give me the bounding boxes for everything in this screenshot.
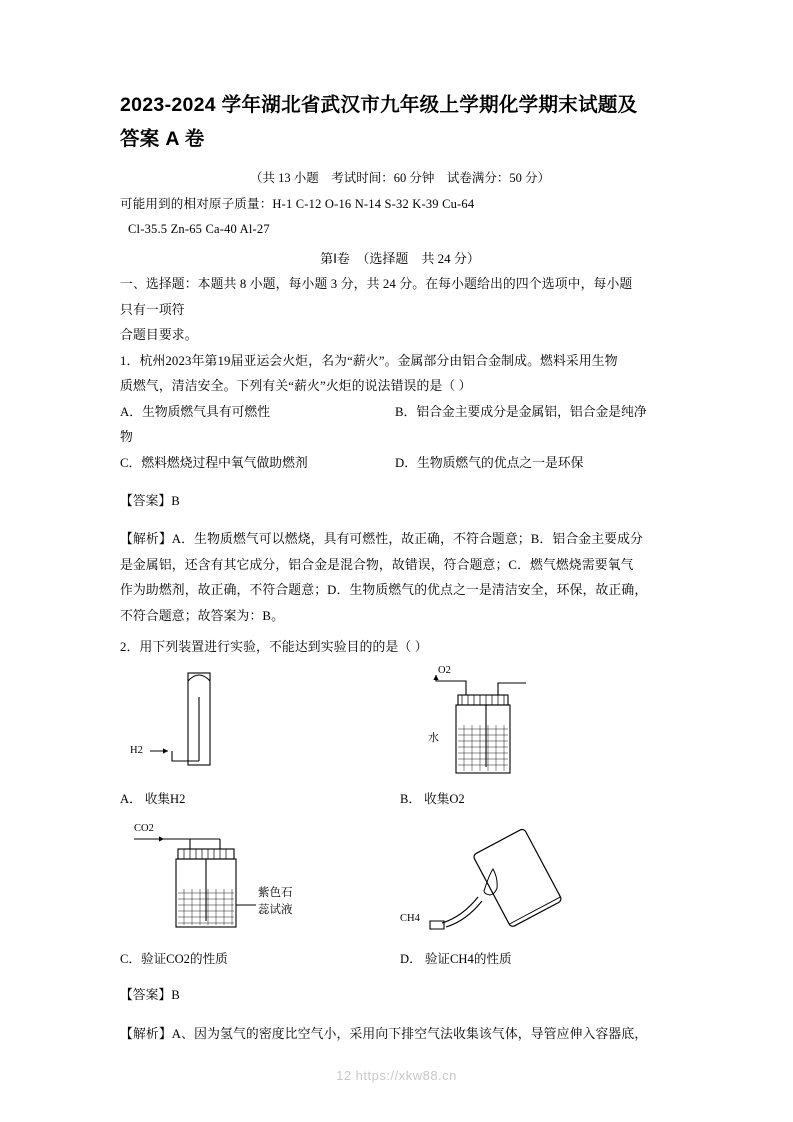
question-2-figure-labels-row-2	[120, 947, 680, 971]
atomic-mass-line-2: Cl-35.5 Zn-65 Ca-40 Al-27	[128, 222, 270, 236]
question-1-option-d: D．生物质燃气的优点之一是环保	[395, 455, 584, 470]
figure-label-a: A． 收集H2	[120, 791, 186, 806]
figure-collect-o2	[400, 664, 680, 787]
figure-h2-label: H2	[130, 744, 143, 756]
watermark: 12 https://xkw88.cn	[336, 1068, 457, 1083]
question-2-figure-labels-row-1	[120, 787, 680, 811]
question-1-option-a: A．生物质燃气具有可燃性	[120, 404, 271, 419]
figure-label-b: B． 收集O2	[400, 791, 465, 806]
figure-co2-label: CO2	[134, 822, 154, 834]
figure-ch4-label: CH4	[400, 912, 420, 924]
question-1-analysis-line-4: 不符合题意；故答案为：B。	[120, 608, 285, 623]
question-2-figure-row-2	[120, 817, 680, 971]
question-2-figure-row-1	[120, 664, 680, 811]
figure-water-label: 水	[428, 731, 439, 744]
atomic-mass-line-1: 可能用到的相对原子质量：H-1 C-12 O-16 N-14 S-32 K-39 Cu-64	[120, 197, 475, 211]
figure-verify-co2	[120, 817, 400, 947]
question-1-option-c: C．燃料燃烧过程中氧气做助燃剂	[120, 455, 308, 470]
figure-verify-ch4	[400, 817, 680, 947]
figure-collect-h2	[120, 667, 400, 787]
section-heading: 第Ⅰ卷 （选择题 共 24 分）	[320, 251, 480, 266]
figure-o2-label: O2	[438, 664, 451, 676]
document-content	[120, 88, 680, 1047]
page-title-line-1: 2023-2024 学年湖北省武汉市九年级上学期化学期末试题及	[120, 94, 638, 116]
section-intro-line-1: 一、选择题：本题共 8 小题，每小题 3 分，共 24 分。在每小题给出的四个选项中，每小题	[120, 277, 633, 291]
figure-label-d: D． 验证CH4的性质	[400, 951, 512, 966]
question-1-options-ab	[120, 400, 680, 426]
question-1-options-cd	[120, 451, 680, 477]
question-1-analysis-line-3: 作为助燃剂，故正确，不符合题意；D．生物质燃气的优点之一是清洁安全，环保，故正确，	[120, 583, 648, 598]
question-1-analysis-line-2: 是金属铝，还含有其它成分，铝合金是混合物，故错误，符合题意；C．燃气燃烧需要氧气	[120, 557, 634, 572]
question-1-option-b-cont: 物	[120, 430, 133, 444]
question-1-stem-line-1: 1．杭州2023年第19届亚运会火炬，名为“薪火”。金属部分由铝合金制成。燃料采用生物	[120, 353, 618, 368]
page-title-line-2: 答案 A 卷	[120, 128, 205, 150]
page-title	[120, 88, 680, 156]
section-intro-line-3: 合题目要求。	[120, 328, 198, 342]
question-2-answer: 【答案】B	[120, 988, 180, 1003]
figure-label-c: C．验证CO2的性质	[120, 951, 228, 966]
question-1-answer: 【答案】B	[120, 493, 180, 508]
exam-info: （共 13 小题 考试时间：60 分钟 试卷满分：50 分）	[249, 171, 550, 185]
question-1-stem-line-2: 质燃气，清洁安全。下列有关“薪火”火炬的说法错误的是（ ）	[120, 379, 472, 393]
question-1-option-b: B．铝合金主要成分是金属铝，铝合金是纯净	[395, 404, 647, 419]
question-1-analysis-line-1: 【解析】A．生物质燃气可以燃烧，具有可燃性，故正确，不符合题意；B．铝合金主要成分	[120, 532, 644, 547]
question-2-stem-line-1: 2．用下列装置进行实验，不能达到实验目的的是（ ）	[120, 640, 428, 655]
section-intro-line-2: 只有一项符	[120, 302, 185, 317]
question-2-analysis-line-1: 【解析】A、因为氢气的密度比空气小，采用向下排空气法收集该气体，导管应伸入容器底，	[120, 1026, 648, 1041]
figure-purple-litmus-label: 紫色石 蕊试液	[258, 886, 293, 916]
